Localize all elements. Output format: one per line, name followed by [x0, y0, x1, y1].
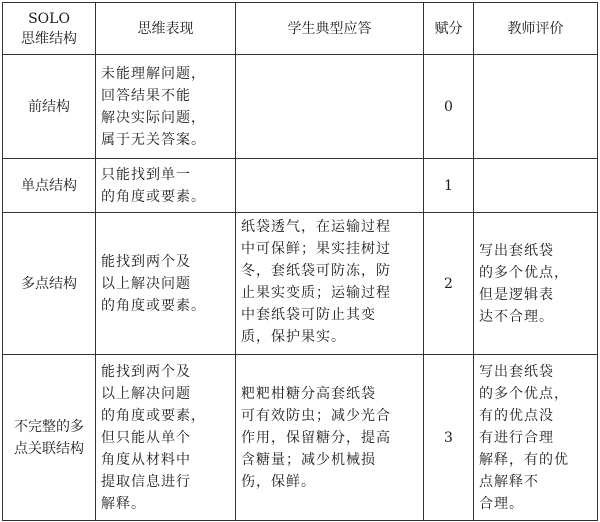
header-solo-line2: 思维结构 — [21, 30, 77, 47]
structure-cell: 前结构 — [3, 55, 96, 159]
header-typical-answer: 学生典型应答 — [236, 3, 424, 55]
header-row — [3, 3, 598, 55]
header-solo-structure — [3, 3, 96, 55]
performance-cell: 只能找到单一 的角度或要素。 — [96, 159, 236, 213]
solo-evaluation-table — [2, 2, 598, 521]
header-score: 赋分 — [424, 3, 474, 55]
score-cell: 1 — [424, 159, 474, 213]
performance-cell: 能找到两个及 以上解决问题 的角度或要素， 但只能从单个 角度从材料中 提取信息进行 解释。 — [96, 355, 236, 521]
answer-cell: 粑粑柑糖分高套纸袋 可有效防虫；减少光合 作用，保留糖分，提高 含糖量；减少机械损 伤，保鲜。 — [236, 355, 424, 521]
header-solo-line1: SOLO — [28, 10, 70, 27]
evaluation-cell: 写出套纸袋 的多个优点， 有的优点没 有进行合理 解释，有的优 点解释不 合理。 — [474, 355, 598, 521]
header-teacher-evaluation: 教师评价 — [474, 3, 598, 55]
structure-cell: 多点结构 — [3, 213, 96, 355]
answer-cell — [236, 159, 424, 213]
score-cell: 3 — [424, 355, 474, 521]
performance-cell: 能找到两个及 以上解决问题 的角度或要素。 — [96, 213, 236, 355]
table-row — [3, 55, 598, 159]
header-thinking-performance: 思维表现 — [96, 3, 236, 55]
evaluation-cell — [474, 55, 598, 159]
structure-cell: 不完整的多 点关联结构 — [3, 355, 96, 521]
answer-cell — [236, 55, 424, 159]
table-row — [3, 355, 598, 521]
score-cell: 2 — [424, 213, 474, 355]
table-row — [3, 213, 598, 355]
structure-cell: 单点结构 — [3, 159, 96, 213]
performance-cell: 未能理解问题， 回答结果不能 解决实际问题， 属于无关答案。 — [96, 55, 236, 159]
table-row — [3, 159, 598, 213]
answer-cell: 纸袋透气，在运输过程 中可保鲜；果实挂树过 冬，套纸袋可防冻，防 止果实变质；运输过程 中套纸袋可防止其变 质，保护果实。 — [236, 213, 424, 355]
evaluation-cell — [474, 159, 598, 213]
score-cell: 0 — [424, 55, 474, 159]
evaluation-cell: 写出套纸袋 的多个优点， 但是逻辑表 达不合理。 — [474, 213, 598, 355]
